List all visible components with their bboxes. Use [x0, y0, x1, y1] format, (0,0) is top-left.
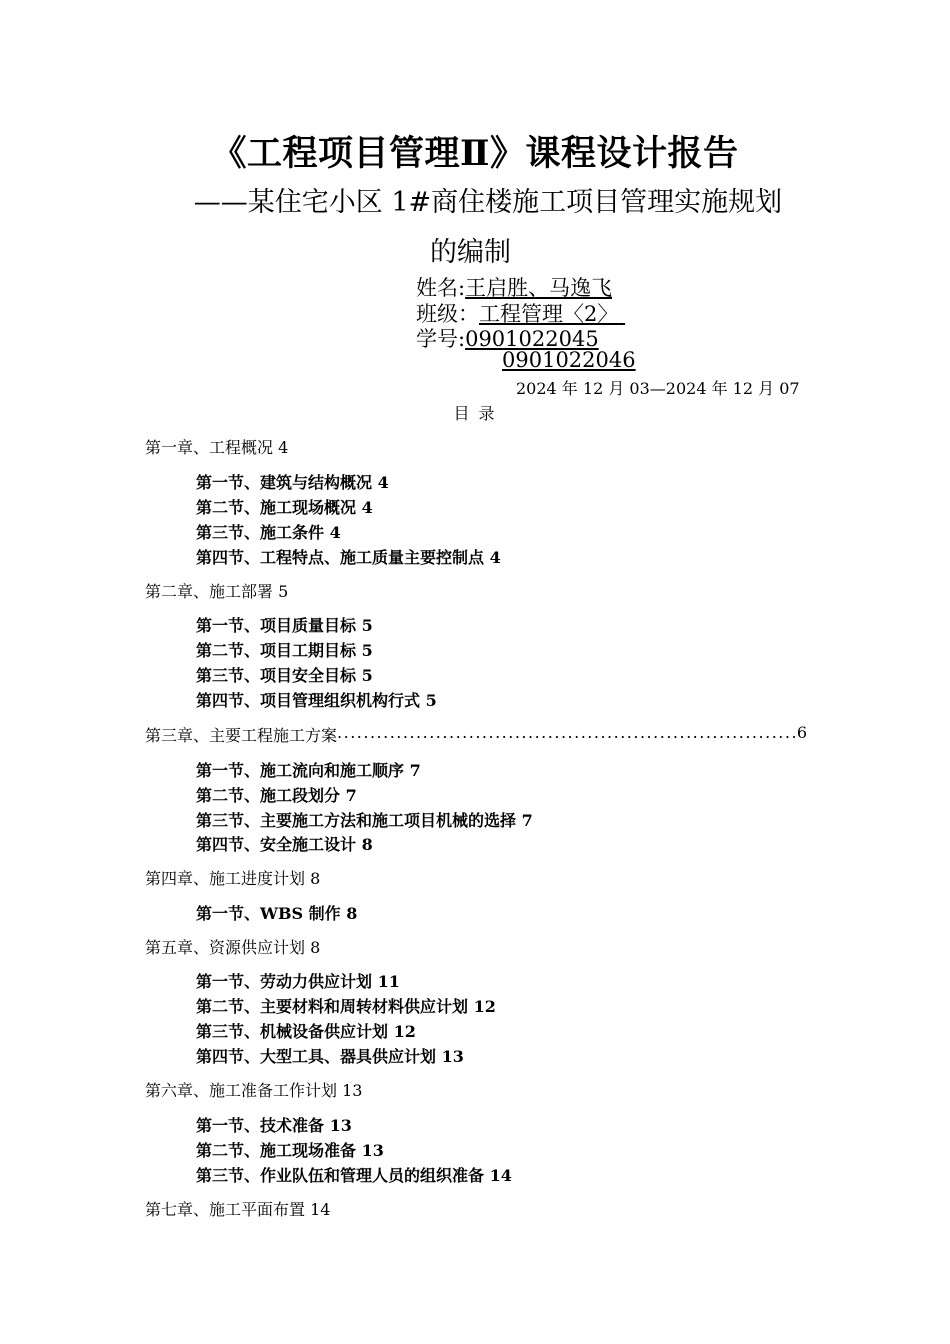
class-label: 班级：	[416, 302, 479, 326]
toc-section[interactable]: 第一节、技术准备 13	[196, 1116, 352, 1135]
date-range: 2024 年 12 月 03—2024 年 12 月 07	[516, 379, 800, 398]
id-value-2: 0901022046	[502, 348, 636, 372]
toc-section[interactable]: 第三节、施工条件 4	[196, 523, 341, 542]
toc-chapter[interactable]: 第一章、工程概况 4	[145, 438, 289, 457]
toc-section[interactable]: 第一节、建筑与结构概况 4	[196, 473, 389, 492]
toc-section[interactable]: 第四节、工程特点、施工质量主要控制点 4	[196, 548, 501, 567]
toc-section[interactable]: 第二节、施工现场准备 13	[196, 1141, 384, 1160]
id-label: 学号:	[416, 327, 466, 351]
toc-page-number: 6	[796, 723, 807, 742]
name-value: 王启胜、马逸飞	[465, 276, 613, 300]
toc-chapter-with-leader[interactable]	[145, 723, 807, 746]
toc-section[interactable]: 第四节、安全施工设计 8	[196, 835, 373, 854]
toc-chapter: 第三章、主要工程施工方案	[145, 726, 338, 745]
toc-section[interactable]: 第二节、施工现场概况 4	[196, 498, 373, 517]
toc-title: 目 录	[453, 404, 497, 423]
toc-section[interactable]: 第二节、项目工期目标 5	[196, 641, 373, 660]
toc-section[interactable]: 第二节、主要材料和周转材料供应计划 12	[196, 997, 496, 1016]
toc-chapter[interactable]: 第七章、施工平面布置 14	[145, 1200, 331, 1219]
toc-section[interactable]: 第四节、项目管理组织机构行式 5	[196, 691, 437, 710]
report-subtitle-line-2: 的编制	[430, 237, 511, 268]
toc-chapter[interactable]: 第五章、资源供应计划 8	[145, 938, 321, 957]
toc-section[interactable]: 第一节、项目质量目标 5	[196, 616, 373, 635]
id-value-1: 0901022045	[465, 327, 599, 351]
toc-section[interactable]: 第三节、项目安全目标 5	[196, 666, 373, 685]
report-title: 《工程项目管理Ⅱ》课程设计报告	[211, 133, 739, 174]
toc-chapter[interactable]: 第二章、施工部署 5	[145, 582, 289, 601]
report-subtitle-line-1: ——某住宅小区 1#商住楼施工项目管理实施规划	[193, 187, 783, 218]
class-value: 工程管理〈2〉	[479, 302, 619, 326]
student-id-row-2	[502, 348, 636, 372]
toc-chapter[interactable]: 第四章、施工进度计划 8	[145, 869, 321, 888]
name-label: 姓名:	[416, 276, 466, 300]
toc-section[interactable]: 第一节、施工流向和施工顺序 7	[196, 761, 421, 780]
toc-section[interactable]: 第三节、机械设备供应计划 12	[196, 1022, 416, 1041]
toc-chapter[interactable]: 第六章、施工准备工作计划 13	[145, 1081, 363, 1100]
toc-section[interactable]: 第三节、作业队伍和管理人员的组织准备 14	[196, 1166, 512, 1185]
toc-section[interactable]: 第一节、WBS 制作 8	[196, 904, 358, 923]
toc-section[interactable]: 第四节、大型工具、器具供应计划 13	[196, 1047, 464, 1066]
dot-leader	[337, 723, 797, 746]
toc-section[interactable]: 第三节、主要施工方法和施工项目机械的选择 7	[196, 811, 533, 830]
toc-section[interactable]: 第一节、劳动力供应计划 11	[196, 972, 400, 991]
toc-section[interactable]: 第二节、施工段划分 7	[196, 786, 357, 805]
